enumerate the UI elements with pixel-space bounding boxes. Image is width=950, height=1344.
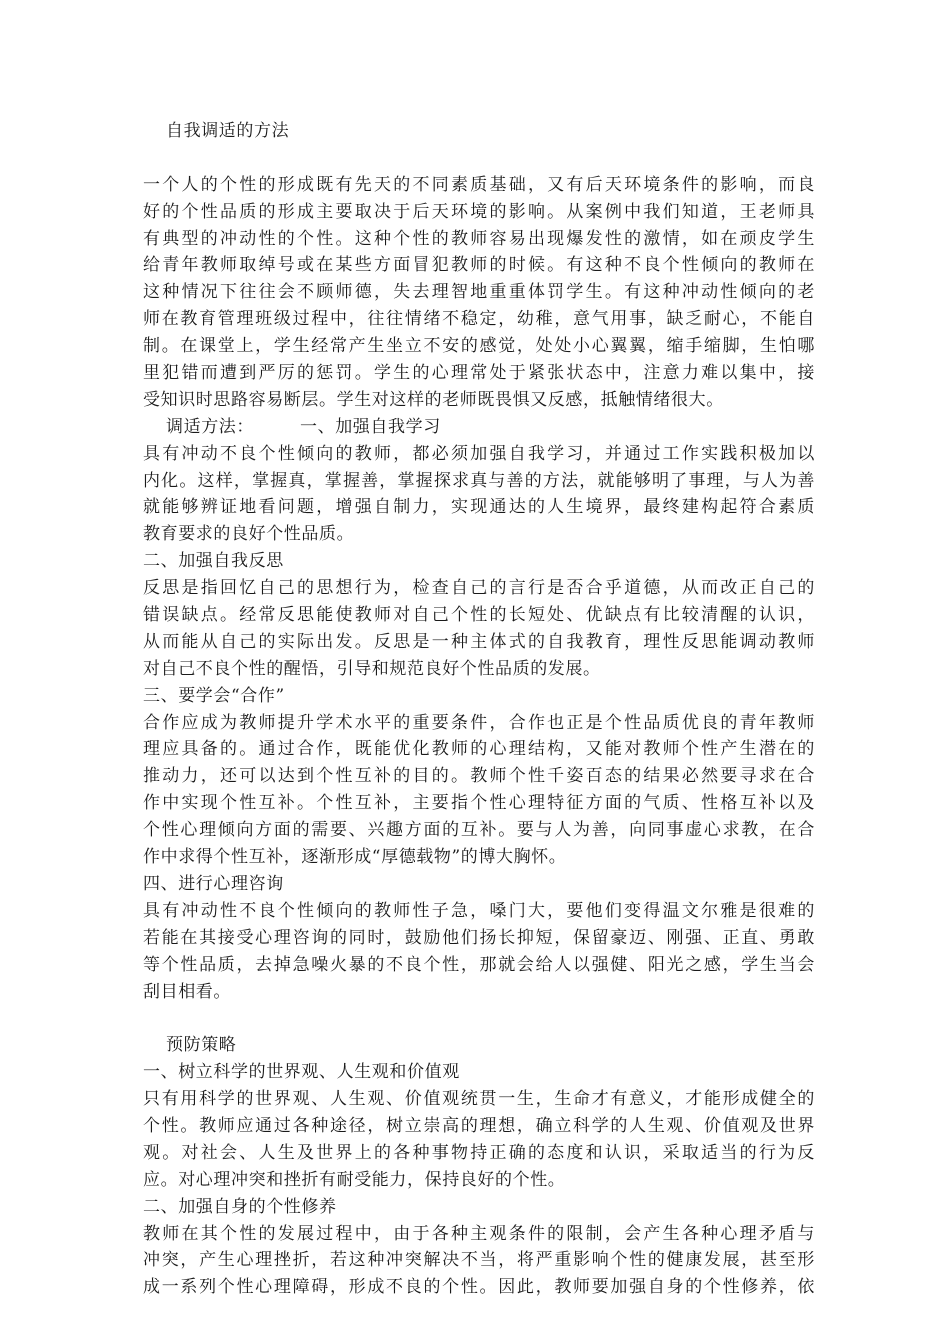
text-line: 反思是指回忆自己的思想行为，检查自己的言行是否合乎道德，从而改正自己的	[143, 578, 815, 599]
section-4-paragraph	[143, 898, 815, 1006]
text-line: 刮目相看。	[143, 981, 231, 1002]
section-heading: 一、树立科学的世界观、人生观和价值观	[143, 1062, 460, 1083]
text-line: 个性心理倾向方面的需要、兴趣方面的互补。要与人为善，向同事虚心求教，在合	[143, 820, 815, 841]
text-line: 有典型的冲动性的个性。这种个性的教师容易出现爆发性的激情，如在顽皮学生	[143, 228, 815, 249]
text-line: 具有冲动性不良个性倾向的教师性子急，嗓门大，要他们变得温文尔雅是很难的	[143, 900, 815, 921]
text-line: 理应具备的。通过合作，既能优化教师的心理结构，又能对教师个性产生潜在的	[143, 739, 815, 760]
text-line: 合作应成为教师提升学术水平的重要条件，合作也正是个性品质优良的青年教师	[143, 712, 815, 733]
text-line: 观。对社会、人生及世界上的各种事物持正确的态度和认识，采取适当的行为反	[143, 1142, 815, 1163]
text-line: 教育要求的良好个性品质。	[143, 524, 355, 545]
prevention-2-paragraph	[143, 1221, 815, 1302]
text-line: 成一系列个性心理障碍，形成不良的个性。因此，教师要加强自身的个性修养，依	[143, 1277, 815, 1298]
text-line: 具有冲动不良个性倾向的教师，都必须加强自我学习，并通过工作实践积极加以	[143, 443, 815, 464]
text-line: 里犯错而遭到严厉的惩罚。学生的心理常处于紧张状态中，注意力难以集中，接	[143, 363, 815, 384]
text-line: 作中求得个性互补，逐渐形成“厚德载物”的博大胸怀。	[143, 847, 567, 868]
text-line: 对自己不良个性的醒悟，引导和规范良好个性品质的发展。	[143, 658, 601, 679]
text-line: 受知识时思路容易断层。学生对这样的老师既畏惧又反感，抵触情绪很大。	[143, 389, 724, 410]
section-heading: 四、进行心理咨询	[143, 873, 284, 894]
document-body	[143, 118, 815, 1301]
text-line: 一个人的个性的形成既有先天的不同素质基础，又有后天环境条件的影响，而良	[143, 174, 815, 195]
text-line: 推动力，还可以达到个性互补的目的。教师个性千姿百态的结果必然要寻求在合	[143, 766, 815, 787]
spacer	[143, 1005, 815, 1032]
text-line: 制。在课堂上，学生经常产生坐立不安的感觉，处处小心翼翼，缩手缩脚，生怕哪	[143, 336, 815, 357]
text-line: 若能在其接受心理咨询的同时，鼓励他们扬长抑短，保留豪迈、刚强、正直、勇敢	[143, 927, 815, 948]
text-line: 这种情况下往往会不顾师德，失去理智地重重体罚学生。有这种冲动性倾向的老	[143, 282, 815, 303]
prevention-1-paragraph	[143, 1086, 815, 1194]
section-3-paragraph	[143, 710, 815, 871]
section-heading: 一、加强自我学习	[300, 416, 441, 437]
text-line: 从而能从自己的实际出发。反思是一种主体式的自我教育，理性反思能调动教师	[143, 631, 815, 652]
text-line: 教师在其个性的发展过程中，由于各种主观条件的限制，会产生各种心理矛盾与	[143, 1223, 815, 1244]
text-line: 作中实现个性互补。个性互补，主要指个性心理特征方面的气质、性格互补以及	[143, 793, 815, 814]
text-line: 给青年教师取绰号或在某些方面冒犯教师的时候。有这种不良个性倾向的教师在	[143, 255, 815, 276]
text-line: 只有用科学的世界观、人生观、价值观统贯一生，生命才有意义，才能形成健全的	[143, 1089, 815, 1110]
prevention-title: 预防策略	[166, 1035, 237, 1056]
section-heading: 二、加强自身的个性修养	[143, 1196, 337, 1217]
spacer	[143, 145, 815, 172]
text-line: 个性。教师应通过各种途径，树立崇高的理想，确立科学的人生观、价值观及世界	[143, 1115, 815, 1136]
section-title: 自我调适的方法	[166, 121, 290, 141]
methods-label: 调适方法：	[166, 416, 254, 437]
text-line: 应。对心理冲突和挫折有耐受能力，保持良好的个性。	[143, 1169, 566, 1190]
intro-paragraph	[143, 172, 815, 414]
text-line: 好的个性品质的形成主要取决于后天环境的影响。从案例中我们知道，王老师具	[143, 201, 815, 222]
section-heading: 三、要学会“合作”	[143, 685, 285, 706]
text-line: 等个性品质，去掉急噪火暴的不良个性，那就会给人以强健、阳光之感，学生当会	[143, 954, 815, 975]
section-1-paragraph	[143, 441, 815, 549]
section-heading: 二、加强自我反思	[143, 551, 284, 572]
text-line: 冲突，产生心理挫折，若这种冲突解决不当，将严重影响个性的健康发展，甚至形	[143, 1250, 815, 1271]
text-line: 就能够辨证地看问题，增强自制力，实现通达的人生境界，最终建构起符合素质	[143, 497, 815, 518]
text-line: 错误缺点。经常反思能使教师对自己个性的长短处、优缺点有比较清醒的认识，	[143, 605, 815, 626]
text-line: 师在教育管理班级过程中，往往情绪不稳定，幼稚，意气用事，缺乏耐心，不能自	[143, 309, 815, 330]
section-2-paragraph	[143, 575, 815, 683]
text-line: 内化。这样，掌握真，掌握善，掌握探求真与善的方法，就能够明了事理，与人为善	[143, 470, 815, 491]
methods-heading	[143, 414, 815, 441]
